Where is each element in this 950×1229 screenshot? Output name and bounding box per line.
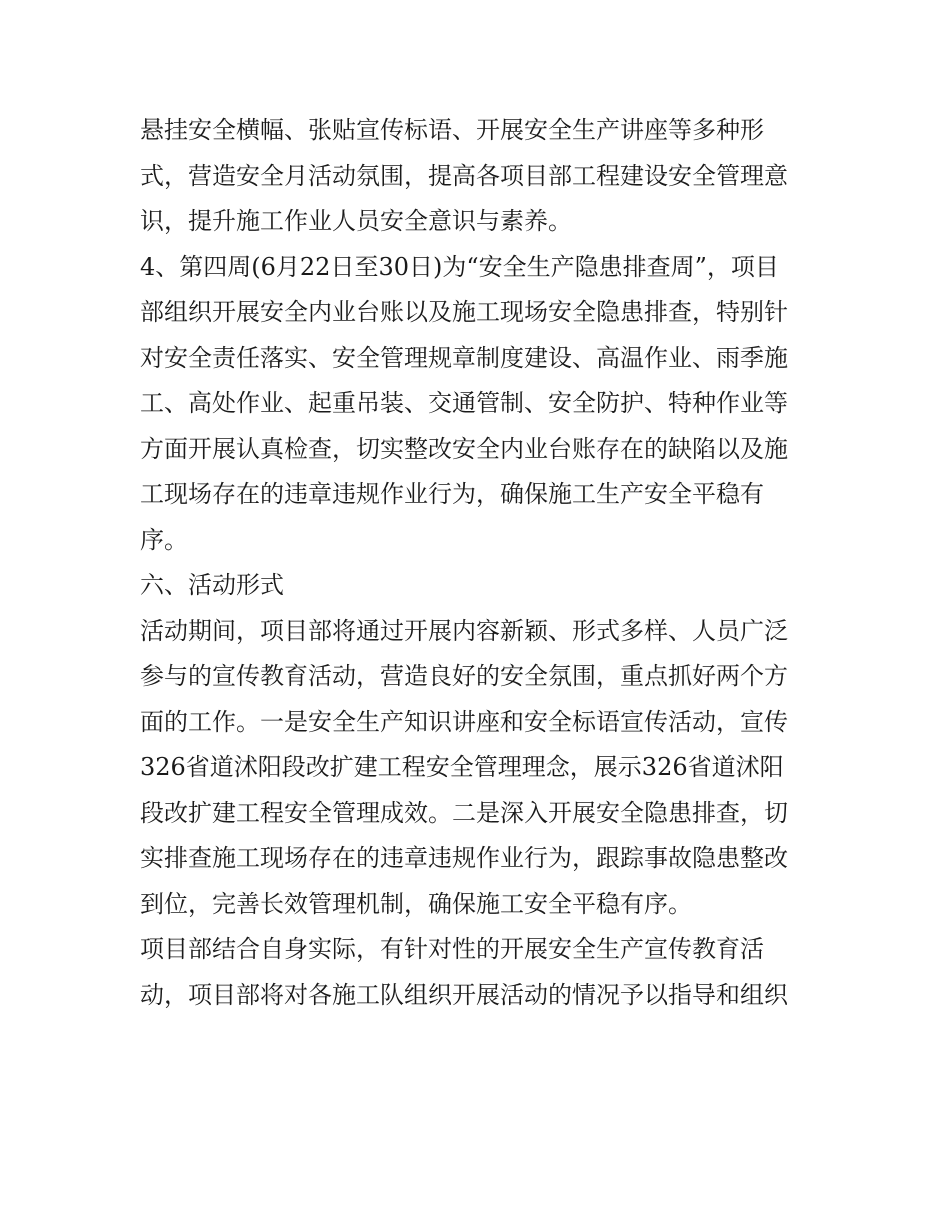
text-line: 活动期间，项目部将通过开展内容新颖、形式多样、人员广泛 [140, 616, 788, 645]
text-line: 序。 [140, 525, 188, 554]
text-line: 对安全责任落实、安全管理规章制度建设、高温作业、雨季施 [140, 343, 788, 372]
text-line: 项目部结合自身实际，有针对性的开展安全生产宣传教育活 [140, 935, 764, 963]
text-line: 面的工作。一是安全生产知识讲座和安全标语宣传活动，宣传 [140, 707, 788, 736]
text-line: 悬挂安全横幅、张贴宣传标语、开展安全生产讲座等多种形 [140, 116, 764, 144]
text-line: 到位，完善长效管理机制，确保施工安全平稳有序。 [140, 889, 692, 918]
text-line: 部组织开展安全内业台账以及施工现场安全隐患排查，特别针 [140, 298, 788, 326]
text-line: 动，项目部将对各施工队组织开展活动的情况予以指导和组织 [140, 980, 788, 1009]
text-line: 工现场存在的违章违规作业行为，确保施工生产安全平稳有 [140, 480, 764, 508]
text-line: 段改扩建工程安全管理成效。二是深入开展安全隐患排查，切 [140, 798, 788, 827]
text-line: 识，提升施工作业人员安全意识与素养。 [140, 207, 572, 235]
section-heading: 六、活动形式 [140, 571, 284, 599]
document-body [140, 108, 820, 1018]
text-line: 参与的宣传教育活动，营造良好的安全氛围，重点抓好两个方 [140, 662, 788, 690]
text-line: 式，营造安全月活动氛围，提高各项目部工程建设安全管理意 [140, 161, 788, 190]
text-line: 工、高处作业、起重吊装、交通管制、安全防护、特种作业等 [140, 389, 788, 417]
text-line: 326省道沭阳段改扩建工程安全管理理念，展示326省道沭阳 [140, 753, 784, 781]
text-line: 方面开展认真检查，切实整改安全内业台账存在的缺陷以及施 [140, 434, 788, 463]
text-line: 4、第四周(6月22日至30日)为“安全生产隐患排查周”，项目 [140, 252, 779, 281]
text-line: 实排查施工现场存在的违章违规作业行为，跟踪事故隐患整改 [140, 844, 788, 872]
